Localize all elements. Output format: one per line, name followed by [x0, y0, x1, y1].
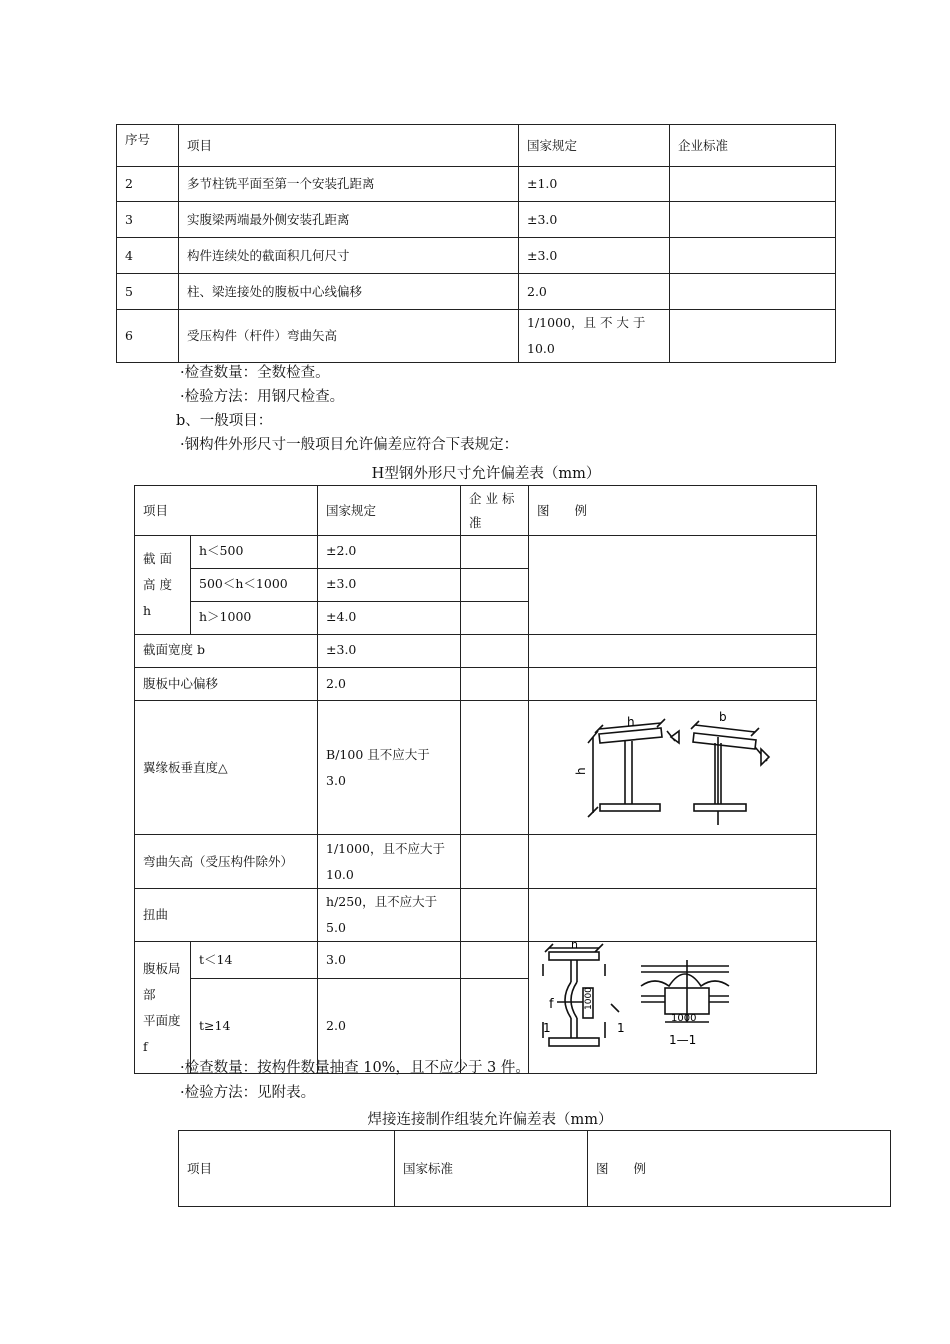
table-row	[135, 701, 817, 835]
header-enterprise-line1: 企 业 标	[469, 490, 515, 506]
header-national: 国家规定	[318, 486, 461, 536]
cell-national	[318, 835, 461, 889]
figure-label-b: b	[719, 710, 727, 724]
cell-enterprise	[670, 202, 836, 238]
cell-no: 6	[117, 310, 179, 363]
header-figure: 图 例	[588, 1131, 891, 1207]
cell-figure	[529, 835, 817, 889]
height-label-line3: h	[143, 603, 152, 618]
cell-enterprise	[461, 889, 529, 942]
cell-enterprise	[670, 310, 836, 363]
table-row	[117, 202, 836, 238]
table-row	[135, 668, 817, 701]
table-row	[135, 635, 817, 668]
cell-figure	[529, 536, 817, 635]
cell-national: 2.0	[318, 979, 461, 1074]
cell-figure	[529, 889, 817, 942]
cell-condition: h＜500	[191, 536, 318, 569]
cell-no: 5	[117, 274, 179, 310]
header-no: 序号	[117, 125, 179, 167]
cell-enterprise	[461, 602, 529, 635]
cell-enterprise	[461, 536, 529, 569]
cell-national-line1: h/250，且不应大于	[326, 894, 438, 909]
header-enterprise	[461, 486, 529, 536]
cell-no: 2	[117, 167, 179, 202]
table-row	[117, 238, 836, 274]
cell-no: 3	[117, 202, 179, 238]
cell-item: 构件连续处的截面积几何尺寸	[179, 238, 519, 274]
web-flat-label-line1: 腹板局部	[143, 960, 181, 1002]
cell-enterprise	[670, 238, 836, 274]
figure-label-f: f	[549, 997, 554, 1012]
figure-label-1-right: 1	[617, 1021, 625, 1035]
cell-national-line2: 5.0	[326, 920, 346, 935]
cell-item: 弯曲矢高（受压构件除外）	[135, 835, 318, 889]
table3-caption: 焊接连接制作组装允许偏差表（mm）	[367, 1112, 613, 1128]
figure-label-h-web: h	[571, 942, 578, 951]
figure-label-h: h	[574, 767, 589, 775]
cell-enterprise	[461, 835, 529, 889]
header-enterprise: 企业标准	[670, 125, 836, 167]
header-national: 国家规定	[519, 125, 670, 167]
cell-national: 3.0	[318, 942, 461, 979]
cell-condition: h＞1000	[191, 602, 318, 635]
header-item: 项目	[135, 486, 318, 536]
cell-enterprise	[461, 569, 529, 602]
table2-caption: H型钢外形尺寸允许偏差表（mm）	[371, 466, 601, 482]
cell-national-line1: 1/1000，且 不 大 于	[527, 315, 646, 330]
header-national: 国家标准	[395, 1131, 588, 1207]
cell-enterprise	[461, 635, 529, 668]
paragraph-method-appendix: ·检验方法：见附表。	[180, 1085, 316, 1101]
cell-figure	[529, 635, 817, 668]
cell-national: ±3.0	[519, 202, 670, 238]
height-label-line2: 高 度	[143, 577, 172, 592]
cell-national	[519, 310, 670, 363]
cell-national: 2.0	[318, 668, 461, 701]
cell-national-line2: 10.0	[527, 341, 555, 356]
cell-item: 截面宽度 b	[135, 635, 318, 668]
cell-national: 2.0	[519, 274, 670, 310]
cell-no: 4	[117, 238, 179, 274]
paragraph-rule: ·钢构件外形尺寸一般项目允许偏差应符合下表规定：	[180, 437, 519, 453]
paragraph-general-items: b、一般项目：	[176, 413, 273, 429]
height-group-label	[135, 536, 191, 635]
cell-condition: t≥14	[191, 979, 318, 1074]
cell-national-line2: 3.0	[326, 772, 346, 788]
cell-item: 腹板中心偏移	[135, 668, 318, 701]
cell-enterprise	[670, 167, 836, 202]
table-row	[135, 536, 817, 569]
cell-item: 受压构件（杆件）弯曲矢高	[179, 310, 519, 363]
figure-label-h-top: h	[627, 715, 635, 729]
cell-condition: t＜14	[191, 942, 318, 979]
web-flat-label	[135, 942, 191, 1074]
cell-national: ±3.0	[519, 238, 670, 274]
cell-national: ±2.0	[318, 536, 461, 569]
h-steel-tolerance-table	[134, 485, 817, 1074]
cell-condition: 500＜h＜1000	[191, 569, 318, 602]
cell-item: 多节柱铣平面至第一个安装孔距离	[179, 167, 519, 202]
cell-national-line1: 1/1000，且不应大于	[326, 840, 445, 856]
cell-national: ±3.0	[318, 635, 461, 668]
figure-label-1000-vertical: 1000	[584, 987, 595, 1010]
web-flat-label-line2: 平面度 f	[143, 1012, 181, 1054]
cell-item: 柱、梁连接处的腹板中心线偏移	[179, 274, 519, 310]
flange-verticality-diagram	[529, 701, 817, 825]
paragraph-sampling: ·检查数量：按构件数量抽查 10%，且不应少于 3 件。	[180, 1060, 530, 1076]
figure-label-1000: 1000	[671, 1013, 697, 1024]
table-row	[117, 310, 836, 363]
cell-enterprise	[461, 701, 529, 835]
cell-figure	[529, 668, 817, 701]
cell-figure-web	[529, 942, 817, 1074]
height-label-line1: 截 面	[143, 551, 172, 566]
cell-national: ±3.0	[318, 569, 461, 602]
cell-enterprise	[670, 274, 836, 310]
cell-enterprise	[461, 942, 529, 979]
table-row	[135, 889, 817, 942]
paragraph-check-quantity: ·检查数量：全数检查。	[180, 365, 330, 381]
table-row	[135, 835, 817, 889]
web-flatness-diagram	[529, 942, 817, 1064]
table-row	[117, 167, 836, 202]
cell-enterprise	[461, 668, 529, 701]
tolerance-table-1	[116, 124, 836, 363]
cell-national	[318, 701, 461, 835]
header-figure: 图 例	[529, 486, 817, 536]
cell-item: 扭曲	[135, 889, 318, 942]
figure-label-1-left: 1	[543, 1021, 551, 1035]
cell-item: 翼缘板垂直度△	[135, 701, 318, 835]
table-row	[135, 942, 817, 979]
cell-national: ±4.0	[318, 602, 461, 635]
header-item: 项目	[179, 125, 519, 167]
table-row	[117, 274, 836, 310]
cell-figure-flange	[529, 701, 817, 835]
cell-national-line1: B/100 且不应大于	[326, 746, 430, 762]
paragraph-check-method: ·检验方法：用钢尺检查。	[180, 389, 345, 405]
figure-label-section: 1—1	[669, 1033, 697, 1047]
header-item: 项目	[179, 1131, 395, 1207]
cell-national	[318, 889, 461, 942]
cell-item: 实腹梁两端最外侧安装孔距离	[179, 202, 519, 238]
header-enterprise-line2: 准	[469, 514, 482, 530]
cell-national-line2: 10.0	[326, 866, 354, 882]
weld-assembly-tolerance-table	[178, 1130, 891, 1207]
cell-national: ±1.0	[519, 167, 670, 202]
